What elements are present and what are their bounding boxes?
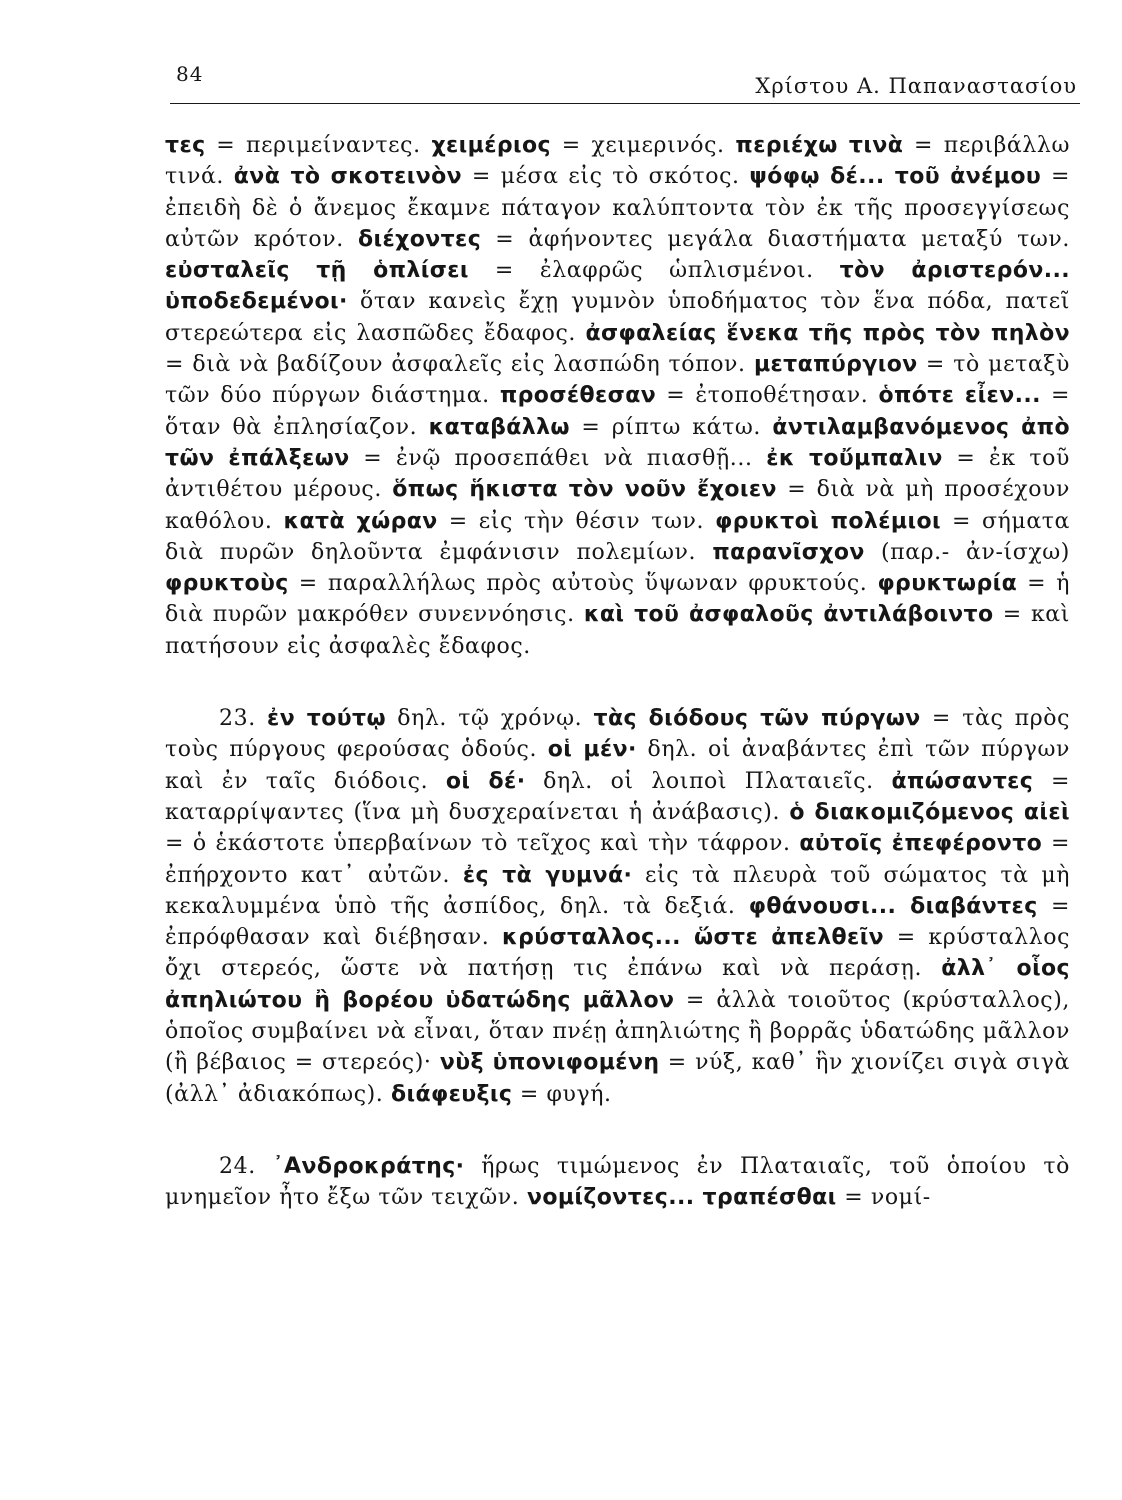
gloss-text: = ἐλαφρῶς ὡπλισμένοι.	[468, 258, 840, 284]
gloss-text: = νύξ, καθ᾿ ἣν χιονίζει σιγὰ σιγὰ (ἀλλ᾿ ἀδιακόπως).	[165, 1050, 1070, 1107]
gloss-text: = εἰς τὴν θέσιν των.	[437, 508, 716, 534]
lemma-term: τὰς διόδους τῶν πύργων	[593, 706, 921, 732]
lemma-term: φρυκτοὶ πολέμιοι	[715, 508, 941, 534]
gloss-text: ἥρως τιμώμενος ἐν Πλαταιαῖς, τοῦ ὁποίου τὸ μνημεῖον ἦτο ἔξω τῶν τειχῶν.	[165, 1153, 1070, 1211]
gloss-text: = ἐπήρχοντο κατ᾿ αὐτῶν.	[165, 831, 1070, 888]
lemma-term: οἱ δέ·	[445, 768, 526, 794]
running-head: Χρίστου Α. Παπαναστασίου	[755, 74, 1077, 98]
gloss-text: = χειμερινός.	[550, 133, 736, 158]
lemma-term: μεταπύργιον	[753, 352, 918, 378]
body-text	[165, 130, 1070, 1214]
paragraph-23	[165, 703, 1070, 1110]
lemma-term: ᾿Ανδροκράτης·	[272, 1153, 465, 1179]
lemma-term: νομίζοντες... τραπέσθαι	[526, 1185, 837, 1211]
lemma-term: ἐς τὰ γυμνά·	[462, 862, 633, 888]
gloss-text: = σήματα διὰ πυρῶν δηλοῦντα ἐμφάνισιν πολεμίων.	[165, 508, 1071, 565]
lemma-term: φρυκτωρία	[877, 571, 1018, 597]
gloss-text: = περιβάλλω τινά.	[165, 133, 1070, 190]
gloss-text: = ρίπτω κάτω.	[569, 414, 773, 440]
gloss-text: = νομί-	[836, 1185, 931, 1211]
lemma-term: παρανῖσχον	[712, 539, 865, 565]
lemma-term: ἀνὰ τὸ σκοτεινὸν	[233, 164, 463, 190]
lemma-term: ἐκ τοὔμπαλιν	[766, 445, 943, 471]
paragraph-number: 24.	[219, 1153, 273, 1179]
lemma-term: φρυκτοὺς	[165, 571, 289, 597]
gloss-text: = ἐτοποθέτησαν.	[656, 383, 879, 409]
paragraph-continuation	[165, 130, 1070, 662]
gloss-text: = ἐπειδὴ δὲ ὁ ἄνεμος ἔκαμνε πάταγον καλύπτοντα τὸν ἐκ τῆς προσεγγίσεως αὐτῶν κρότον.	[165, 164, 1070, 252]
gloss-text: = ὁ ἑκάστοτε ὑπερβαίνων τὸ τεῖχος καὶ τὴν τάφρον.	[165, 831, 800, 857]
gloss-text: = ἐκ τοῦ ἀντιθέτου μέρους.	[165, 445, 1070, 503]
gloss-text: = διὰ νὰ βαδίζουν ἀσφαλεῖς εἰς λασπώδη τόπον.	[165, 352, 754, 378]
page-number: 84	[176, 62, 204, 86]
gloss-text: = ἐπρόφθασαν καὶ διέβησαν.	[165, 893, 1070, 951]
gloss-text: = διὰ νὰ μὴ προσέχουν καθόλου.	[165, 477, 1070, 534]
lemma-term: περιέχω τινὰ	[735, 133, 904, 158]
lemma-term: κατὰ χώραν	[283, 508, 438, 534]
lemma-term: ἀλλ᾿ οἷος ἀπηλιώτου ἢ βορέου ὑδατώδης μᾶλλον	[165, 956, 1070, 1013]
gloss-text: εἰς τὰ πλευρὰ τοῦ σώματος τὰ μὴ κεκαλυμμένα ὑπὸ τῆς ἀσπίδος, δηλ. τὰ δεξιά.	[165, 862, 1070, 919]
lemma-term: χειμέριος	[431, 133, 551, 158]
lemma-term: καταβάλλω	[428, 414, 570, 440]
lemma-term: ἀντιλαμβανόμενος ἀπὸ τῶν ἐπάλξεων	[165, 414, 1070, 471]
gloss-text: = τὰς πρὸς τοὺς πύργους φερούσας ὁδούς.	[165, 706, 1070, 763]
gloss-text: δηλ. οἱ ἀναβάντες ἐπὶ τῶν πύργων καὶ ἐν ταῖς διόδοις.	[165, 737, 1070, 794]
lemma-term: ψόφῳ δέ... τοῦ ἀνέμου	[749, 164, 1042, 190]
lemma-term: ὁ διακομιζόμενος αἰεὶ	[789, 799, 1070, 825]
lemma-term: ἀσφαλείας ἕνεκα τῆς πρὸς τὸν πηλὸν	[585, 320, 1070, 346]
lemma-term: διέχοντες	[357, 226, 482, 252]
gloss-text: = τὸ μεταξὺ τῶν δύο πύργων διάστημα.	[165, 352, 1070, 409]
lemma-term: ἀπώσαντες	[891, 768, 1034, 794]
lemma-term: εὐσταλεῖς τῇ ὁπλίσει	[165, 258, 469, 284]
gloss-text: = φυγή.	[512, 1081, 612, 1107]
lemma-term: διάφευξις	[391, 1081, 513, 1107]
gloss-text: = ἐνῷ προσεπάθει νὰ πιασθῇ...	[349, 445, 767, 471]
gloss-text: = περιμείναντες.	[205, 133, 432, 158]
gloss-text: ὅταν κανεὶς ἔχῃ γυμνὸν ὑποδήματος τὸν ἕνα πόδα, πατεῖ στερεώτερα εἰς λασπῶδες ἔδαφος.	[165, 289, 1070, 346]
header-rule	[170, 103, 1080, 104]
gloss-text: = μέσα εἰς τὸ σκότος.	[462, 164, 750, 190]
lemma-term: κρύσταλλος... ὥστε ἀπελθεῖν	[502, 925, 885, 951]
lemma-term: ὅπως ἥκιστα τὸν νοῦν ἔχοιεν	[392, 477, 777, 503]
lemma-term: αὐτοῖς ἐπεφέροντο	[799, 831, 1043, 857]
gloss-text: = ἡ διὰ πυρῶν μακρόθεν συνεννόησις.	[165, 571, 1070, 628]
lemma-term: προσέθεσαν	[499, 383, 657, 409]
lemma-term: τες	[165, 133, 206, 158]
lemma-term: ἐν τούτῳ	[267, 706, 386, 732]
paragraph-24	[165, 1151, 1070, 1214]
lemma-term: καὶ τοῦ ἀσφαλοῦς ἀντιλάβοιντο	[583, 602, 994, 628]
lemma-term: νὺξ ὑπονιφομένη	[439, 1050, 660, 1076]
gloss-text: = καὶ πατήσουν εἰς ἀσφαλὲς ἔδαφος.	[165, 602, 1070, 659]
lemma-term: τὸν ἀριστερόν... ὑποδεδεμένοι·	[165, 258, 1070, 315]
gloss-text: δηλ. οἱ λοιποὶ Πλαταιεῖς.	[525, 768, 892, 794]
gloss-text: = ἀλλὰ τοιοῦτος (κρύσταλλος), ὁποῖος συμβαίνει νὰ εἶναι, ὅταν πνέῃ ἀπηλιώτης ἢ βορρᾶς ὑδατώδης μᾶλλον (ἢ βέβαιος = στερεός)·	[165, 987, 1070, 1076]
lemma-term: ὁπότε εἶεν...	[878, 383, 1041, 409]
gloss-text: = ἀφήνοντες μεγάλα διαστήματα μεταξύ των.	[481, 226, 1070, 252]
lemma-term: οἱ μέν·	[547, 737, 637, 763]
lemma-term: φθάνουσι... διαβάντες	[748, 893, 1038, 919]
gloss-text: δηλ. τῷ χρόνῳ.	[385, 706, 594, 732]
gloss-text: = καταρρίψαντες (ἵνα μὴ δυσχεραίνεται ἡ ἀνάβασις).	[165, 768, 1070, 825]
gloss-text: = ὅταν θὰ ἐπλησίαζον.	[165, 383, 1071, 440]
paragraph-number: 23.	[219, 706, 268, 732]
gloss-text: = παραλλήλως πρὸς αὐτοὺς ὕψωναν φρυκτούς.	[288, 571, 878, 597]
gloss-text: = κρύσταλλος ὄχι στερεός, ὥστε νὰ πατήσῃ τις ἐπάνω καὶ νὰ περάσῃ.	[165, 925, 1070, 982]
gloss-text: (παρ.- ἀν-ίσχω)	[864, 539, 1070, 565]
